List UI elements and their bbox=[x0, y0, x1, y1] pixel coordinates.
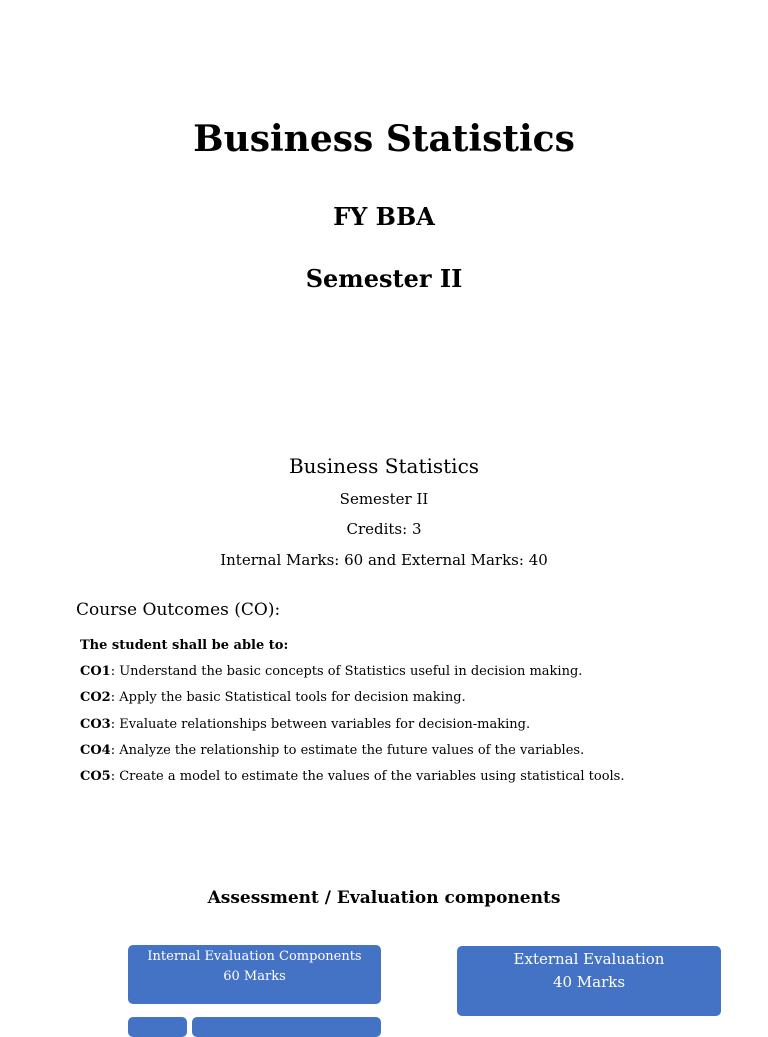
outcome-code: CO5 bbox=[80, 768, 111, 784]
outcome-item bbox=[80, 715, 720, 741]
course-title: Business Statistics bbox=[288, 454, 480, 478]
program-name: FY BBA bbox=[333, 202, 435, 231]
outcome-text: : Analyze the relationship to estimate the future values of the variables. bbox=[110, 742, 585, 758]
course-marks: Internal Marks: 60 and External Marks: 40 bbox=[220, 551, 548, 569]
internal-evaluation-marks: 60 Marks bbox=[223, 969, 286, 984]
outcome-code: CO4 bbox=[80, 742, 111, 758]
course-outcomes-heading: Course Outcomes (CO): bbox=[76, 600, 281, 620]
internal-evaluation-label: Internal Evaluation Components bbox=[147, 949, 362, 964]
internal-evaluation-box bbox=[128, 945, 381, 1004]
external-evaluation-label: External Evaluation bbox=[513, 950, 665, 968]
course-credits: Credits: 3 bbox=[346, 520, 422, 538]
outcome-code: CO2 bbox=[80, 690, 111, 706]
outcome-text: : Understand the basic concepts of Statistics useful in decision making. bbox=[110, 664, 583, 680]
internal-component-box bbox=[128, 1017, 187, 1037]
document-title: Business Statistics bbox=[193, 118, 575, 160]
outcome-text: : Apply the basic Statistical tools for decision making. bbox=[110, 690, 466, 706]
external-evaluation-marks: 40 Marks bbox=[552, 973, 626, 991]
outcome-text: : Create a model to estimate the values of the variables using statistical tools. bbox=[110, 768, 625, 784]
outcome-item bbox=[80, 767, 720, 793]
outcome-item bbox=[80, 741, 720, 767]
outcome-text: : Evaluate relationships between variables for decision-making. bbox=[110, 716, 531, 732]
course-outcomes-list bbox=[80, 636, 720, 793]
assessment-title: Assessment / Evaluation components bbox=[207, 888, 561, 908]
outcome-item bbox=[80, 662, 720, 688]
outcomes-lead: The student shall be able to: bbox=[80, 638, 289, 653]
internal-component-box bbox=[192, 1017, 381, 1037]
course-semester: Semester II bbox=[339, 490, 429, 508]
outcome-item bbox=[80, 688, 720, 714]
outcome-code: CO1 bbox=[80, 664, 111, 680]
outcome-code: CO3 bbox=[80, 716, 111, 732]
semester-heading: Semester II bbox=[305, 264, 463, 293]
external-evaluation-box bbox=[457, 946, 721, 1016]
